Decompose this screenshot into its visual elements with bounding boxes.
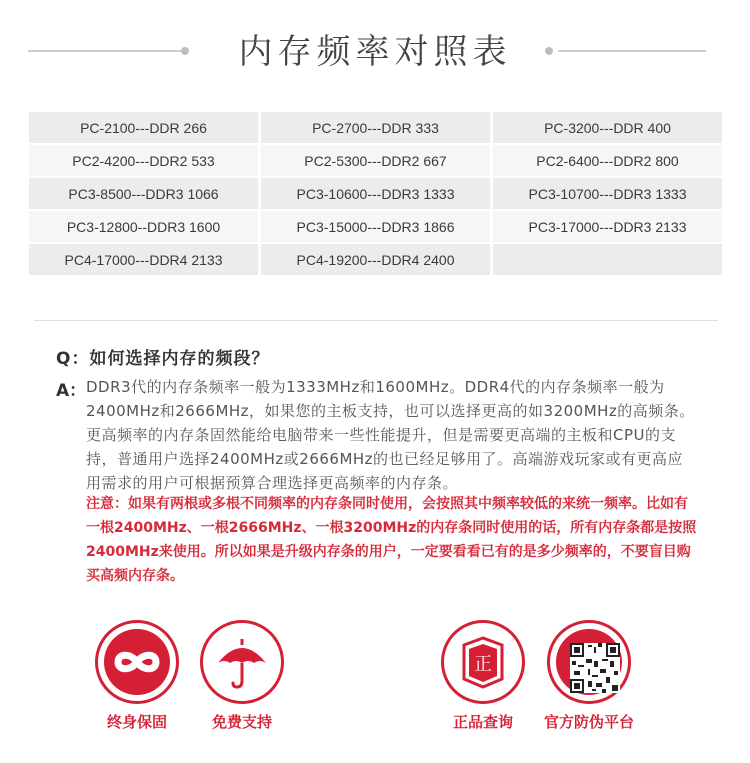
shield-glyph: 正 — [474, 654, 492, 675]
section-divider — [34, 320, 718, 321]
table-row — [29, 112, 722, 143]
table-cell: PC-2100---DDR 266 — [29, 112, 258, 143]
title-dot-right — [545, 47, 553, 55]
infinity-icon — [104, 629, 170, 695]
faq-question: Q：如何选择内存的频段？ — [56, 349, 270, 369]
shield-icon — [444, 623, 522, 701]
frequency-table — [26, 110, 725, 277]
table-cell: PC3-12800--DDR3 1600 — [29, 211, 258, 242]
table-cell: PC2-5300---DDR2 667 — [261, 145, 490, 176]
badge-fill — [556, 629, 622, 695]
table-row — [29, 178, 722, 209]
qr-code-icon — [570, 643, 620, 693]
authenticity-check-badge — [441, 620, 525, 704]
table-cell: PC4-19200---DDR4 2400 — [261, 244, 490, 275]
table-cell: PC3-10700---DDR3 1333 — [493, 178, 722, 209]
lifetime-warranty-badge — [95, 620, 179, 704]
faq-answer: DDR3代的内存条频率一般为1333MHz和1600MHz。DDR4代的内存条频率一般为2400MHz和2666MHz，如果您的主板支持，也可以选择更高的如3200MHz的高频条。更高频率的内存条固然能给电脑带来一些性能提升，但是需要更高端的主板和CPU的支持，普通用户选择2400MHz或2666MHz的也已经足够用了。高端游戏玩家或有更高应用需求的用户可根据预算合理选择更高频率的内存条。 — [86, 378, 695, 492]
badge-label: 终身保固 — [106, 713, 167, 731]
badge-label: 免费支持 — [211, 713, 272, 731]
table-cell: PC3-15000---DDR3 1866 — [261, 211, 490, 242]
badge-label: 官方防伪平台 — [543, 713, 634, 731]
table-cell: PC3-8500---DDR3 1066 — [29, 178, 258, 209]
title-line-right — [558, 50, 706, 52]
title-row — [0, 18, 750, 82]
table-cell: PC3-17000---DDR3 2133 — [493, 211, 722, 242]
table-cell: PC-3200---DDR 400 — [493, 112, 722, 143]
table-cell: PC4-17000---DDR4 2133 — [29, 244, 258, 275]
page-title: 内存频率对照表 — [238, 32, 512, 72]
table-cell: PC2-6400---DDR2 800 — [493, 145, 722, 176]
umbrella-icon — [203, 623, 281, 701]
qr-pattern — [570, 643, 620, 693]
faq-note: 注意：如果有两根或多根不同频率的内存条同时使用，会按照其中频率较低的来统一频率。比如有一根2400MHz、一根2666MHz、一根3200MHz的内存条同时使用的话，所有内存条都是按照2400MHz来使用。所以如果是升级内存条的用户，一定要看看已有的是多少频率的，不要盲目购买高频内存条。 — [86, 496, 697, 584]
table-row — [29, 145, 722, 176]
table-cell: PC-2700---DDR 333 — [261, 112, 490, 143]
table-cell: PC2-4200---DDR2 533 — [29, 145, 258, 176]
faq-answer-label: A： — [56, 381, 87, 401]
table-row — [29, 244, 722, 275]
free-support-badge — [200, 620, 284, 704]
badge-fill — [104, 629, 170, 695]
table-cell-empty — [493, 244, 722, 275]
table-row — [29, 211, 722, 242]
badge-label: 正品查询 — [452, 713, 513, 731]
anti-counterfeit-badge — [547, 620, 631, 704]
table-cell: PC3-10600---DDR3 1333 — [261, 178, 490, 209]
